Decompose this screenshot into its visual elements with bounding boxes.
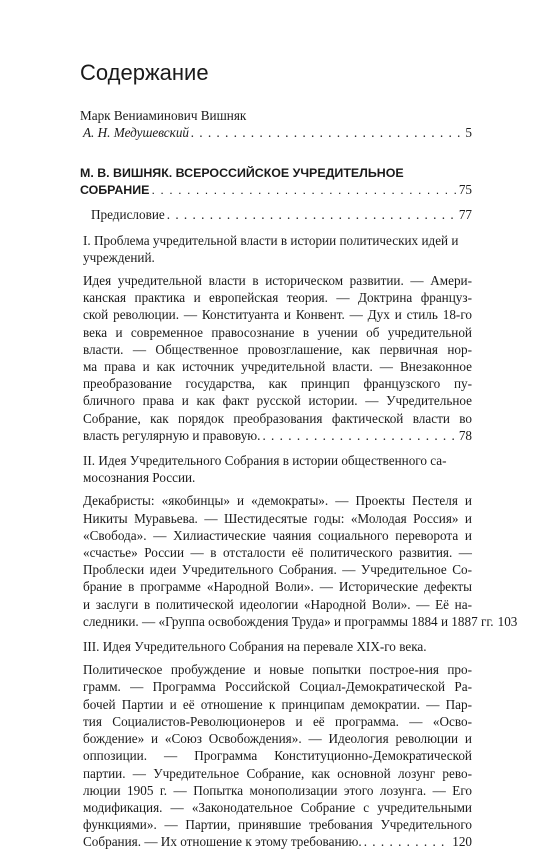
summary-line: следники. — «Группа освобождения Труда» и программы 1884 и 1887 гг. bbox=[83, 613, 494, 629]
summary-line: Никиты Муравьева. — Шестидесятые годы: «Молодая Россия» и bbox=[83, 510, 472, 526]
chapter-summary bbox=[80, 492, 518, 630]
summary-line: брание в программе «Народной Воли». — Исторические дефекты bbox=[83, 579, 472, 595]
summary-line: и заслуги в политической идеологии «Народной Воли». — Её на- bbox=[83, 596, 472, 612]
summary-line: Проблески идеи Учредительного Собрания. — Учредительное Со- bbox=[83, 562, 472, 578]
toc-entry-chapter[interactable] bbox=[80, 232, 472, 444]
summary-line: грамм. — Программа Российской Социал-Демократической Ра- bbox=[83, 679, 472, 695]
page-number: 78 bbox=[458, 427, 472, 443]
chapter-summary bbox=[80, 661, 472, 850]
dot-leader bbox=[364, 833, 451, 850]
chapter-title-line: II. Идея Учредительного Собрания в истории общественного са- bbox=[83, 453, 447, 469]
toc-entry-chapter[interactable] bbox=[80, 638, 472, 850]
summary-line: «счастье» России — в отсталости её политического развития. — bbox=[83, 545, 472, 561]
page-number: 103 bbox=[497, 613, 518, 629]
chapter-title-line: мосознания России. bbox=[83, 470, 196, 486]
summary-line: Идея учредительной власти в историческом развитии. — Амери- bbox=[83, 273, 472, 289]
toc-entry-row bbox=[83, 427, 472, 444]
page-number: 77 bbox=[458, 207, 472, 223]
summary-line: ской революции. — Конституанта и Конвент. — Дух и стиль 18-го bbox=[83, 307, 472, 323]
summary-line: канская практика и европейская теория. — Доктрина француз- bbox=[83, 290, 472, 306]
toc-entry-row bbox=[83, 833, 472, 850]
chapter-title bbox=[80, 452, 472, 486]
page-title: Содержание bbox=[80, 60, 209, 85]
author-name: Марк Вениаминович Вишняк bbox=[80, 108, 247, 123]
toc-entry-row bbox=[80, 182, 472, 199]
summary-line: ма права и как источник учредительной власти. — Внезаконное bbox=[83, 359, 472, 375]
chapter-list bbox=[80, 232, 518, 851]
summary-line: «Свобода». — Хилиастические чаяния социального переворота и bbox=[83, 527, 472, 543]
dot-leader bbox=[191, 124, 463, 141]
toc-entry-intro[interactable] bbox=[80, 107, 472, 141]
page-number: 5 bbox=[465, 125, 472, 141]
dot-leader bbox=[262, 427, 456, 444]
summary-line: бличного права и как факт русской истории. — Учредительное bbox=[83, 393, 472, 409]
summary-line: власть регулярную и правовую. bbox=[83, 427, 261, 443]
dot-leader bbox=[167, 206, 457, 223]
summary-line: Политическое пробуждение и новые попытки построе-ния про- bbox=[83, 662, 472, 678]
summary-line: люции 1905 г. — Попытка монополизации этого лозунга. — Его bbox=[83, 782, 472, 798]
page-number: 120 bbox=[452, 834, 472, 850]
chapter-title bbox=[80, 638, 472, 655]
summary-line: преобразование государства, как принцип французского пу- bbox=[83, 376, 472, 392]
chapter-title-line: III. Идея Учредительного Собрания на перевале XIX-го века. bbox=[83, 639, 427, 655]
part-title-line: М. В. ВИШНЯК. ВСЕРОССИЙСКОЕ УЧРЕДИТЕЛЬНОЕ bbox=[80, 166, 404, 181]
toc-entry-preface[interactable] bbox=[80, 206, 472, 223]
summary-line: тия Социалистов-Революционеров и её программа. — «Осво- bbox=[83, 713, 472, 729]
toc-entry-row bbox=[83, 613, 518, 630]
toc-entry-row bbox=[80, 124, 472, 141]
summary-line: века и современное правосознание в учении об учредительной bbox=[83, 324, 472, 340]
page-number: 75 bbox=[458, 181, 472, 197]
chapter-summary bbox=[80, 272, 472, 444]
chapter-title bbox=[80, 232, 472, 266]
summary-line: партии. — Учредительное Собрание, как основной лозунг рево- bbox=[83, 765, 472, 781]
summary-line: бождение» и «Союз Освобождения». — Идеология революции и bbox=[83, 731, 472, 747]
entry-writer: А. Н. Медушевский bbox=[83, 125, 190, 141]
summary-line: Собрания. — Их отношение к этому требованию. bbox=[83, 834, 362, 850]
summary-line: власти. — Общественное провозглашение, как первичная нор- bbox=[83, 341, 472, 357]
summary-line: Декабристы: «якобинцы» и «демократы». — Проекты Пестеля и bbox=[83, 493, 472, 509]
dot-leader bbox=[151, 182, 456, 199]
toc-entry-part[interactable] bbox=[80, 165, 472, 198]
toc-entry-chapter[interactable] bbox=[80, 452, 518, 630]
summary-line: бочей Партии и её отношение к принципам демократии. — Пар- bbox=[83, 696, 472, 712]
entry-title: Предисловие bbox=[91, 207, 165, 223]
summary-line: функциями». — Партии, принявшие требования Учредительного bbox=[83, 817, 472, 833]
summary-line: оппозиции. — Программа Конституционно-Демократической bbox=[83, 748, 472, 764]
chapter-title-line: I. Проблема учредительной власти в истории политических идей и bbox=[83, 232, 459, 248]
summary-line: Собрание, как порядок преобразования фактической власти во bbox=[83, 410, 472, 426]
summary-line: модификация. — «Законодательное Собрание с учредительными bbox=[83, 799, 472, 815]
part-title-line: СОБРАНИЕ bbox=[80, 182, 150, 197]
chapter-title-line: учреждений. bbox=[83, 249, 155, 265]
table-of-contents bbox=[80, 107, 518, 851]
